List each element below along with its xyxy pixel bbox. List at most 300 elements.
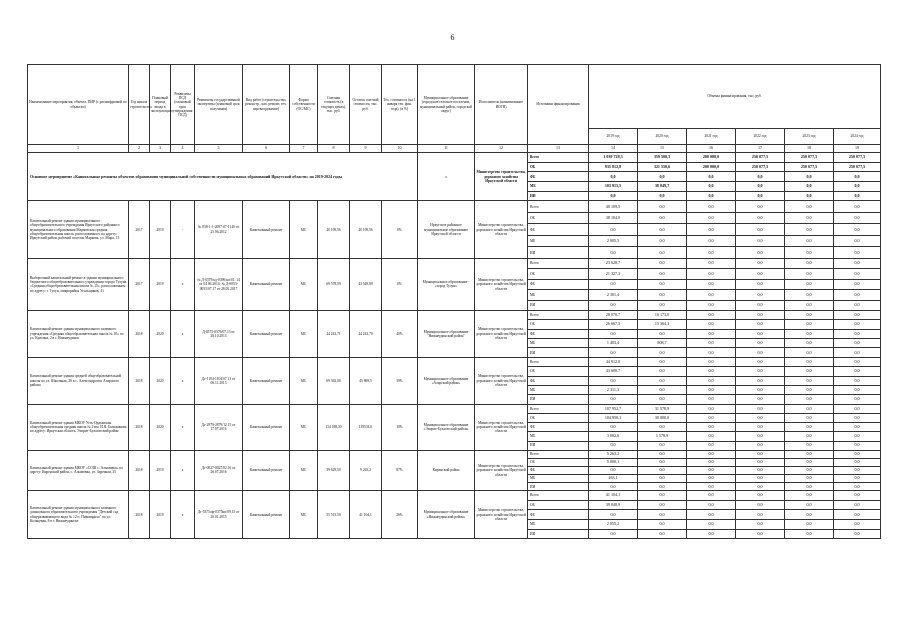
readiness: 87% (382, 450, 418, 490)
amount-cell: 0,0 (834, 235, 881, 247)
amount-cell: 0,0 (736, 529, 785, 539)
column-number: 1 (28, 145, 129, 153)
amount-cell: 0,0 (687, 529, 736, 539)
amount-cell: 0,0 (687, 483, 736, 491)
source-label: МБ (528, 432, 589, 441)
amount-cell: 0,0 (687, 386, 736, 395)
amount-cell: 107 952,7 (589, 404, 638, 413)
table-row (28, 491, 881, 501)
amount-cell: 0,0 (736, 235, 785, 247)
main-activity-executor: Министерство строительства, дорожного хозяйства Иркутской области (475, 153, 528, 201)
amount-cell: 5 263,2 (589, 450, 638, 458)
amount-cell: 0,0 (834, 367, 881, 376)
amount-cell: 0,0 (638, 395, 687, 404)
amount-cell: 250 077,5 (834, 162, 881, 172)
amount-cell: 0,0 (736, 500, 785, 510)
amount-cell: 0,0 (736, 247, 785, 259)
work-type: Капитальный ремонт (243, 450, 290, 490)
amount-cell: 30 000,0 (638, 413, 687, 422)
source-label: ИИ (528, 441, 589, 450)
work-type: Капитальный ремонт (243, 357, 290, 404)
amount-cell: 0,0 (638, 386, 687, 395)
amount-cell: 0,0 (687, 329, 736, 338)
amount-cell: 0,0 (638, 201, 687, 213)
amount-cell: 0,0 (834, 423, 881, 432)
header-municipality: Муниципальное образование (городское/сельское поселение, муниципальный район, городской округ) (418, 65, 475, 145)
amount-cell: 0,0 (785, 172, 834, 182)
object-name: Капитальный ремонт здания МКОУ Усть-Ордынская общеобразовательная средняя школа № 2 им. И.Я. Бальжинова по адресу: Иркутская область, Эхирит-Булагатский район (28, 404, 129, 450)
amount-cell: 0,0 (785, 235, 834, 247)
amount-cell: 0,0 (785, 310, 834, 319)
amount-cell: 0,0 (785, 201, 834, 213)
column-number: 9 (350, 145, 382, 153)
amount-cell: 0,0 (834, 510, 881, 520)
amount-cell: 0,0 (834, 182, 881, 192)
financing-table (27, 64, 881, 539)
municipality: Муниципальное образование «Аларский район» (418, 357, 475, 404)
amount-cell: 0,0 (834, 475, 881, 483)
amount-cell: 0,0 (785, 386, 834, 395)
source-label: Всего (528, 201, 589, 213)
column-number: 17 (736, 145, 785, 153)
ownership: МС (290, 491, 318, 539)
amount-cell: 2 311,3 (589, 386, 638, 395)
amount-cell: 0,0 (785, 519, 834, 529)
amount-cell: 0,0 (589, 329, 638, 338)
estimate-cost: 44 243,71 (318, 310, 350, 357)
amount-cell: 0,0 (736, 357, 785, 366)
commission-year: 2020 (150, 310, 171, 357)
amount-cell: 0,0 (638, 191, 687, 201)
amount-cell: 0,0 (785, 491, 834, 501)
amount-cell: 0,0 (736, 290, 785, 300)
table-row (28, 404, 881, 413)
start-year: 2018 (129, 491, 150, 539)
source-label: ФБ (528, 510, 589, 520)
amount-cell: 0,0 (785, 300, 834, 310)
source-label: ФБ (528, 423, 589, 432)
amount-cell: 16 173,0 (638, 310, 687, 319)
source-label: Всего (528, 310, 589, 319)
amount-cell: 0,0 (687, 247, 736, 259)
psd-details: - (171, 201, 195, 259)
amount-cell: 0,0 (687, 441, 736, 450)
remaining-cost: 139531,6 (350, 404, 382, 450)
amount-cell: 0,0 (736, 348, 785, 357)
amount-cell: 0,0 (687, 290, 736, 300)
amount-cell: 0,0 (687, 404, 736, 413)
municipality: Муниципальное образование «Эхирит-Булагатский район» (418, 404, 475, 450)
start-year: 2017 (129, 201, 150, 259)
column-number: 5 (195, 145, 243, 153)
amount-cell: 0,0 (785, 224, 834, 236)
readiness: 10% (382, 404, 418, 450)
amount-cell: 0,0 (687, 258, 736, 268)
municipality: Муниципальное образование "Нижнеудинский район" (418, 310, 475, 357)
start-year: 2018 (129, 310, 150, 357)
executor: Министерство строительства, дорожного хозяйства Иркутской области (475, 404, 528, 450)
column-number: 13 (528, 145, 589, 153)
amount-cell: 0,0 (785, 357, 834, 366)
expertise-details: Д-0575-0576/07.13 от 28.10.2013 (195, 310, 243, 357)
readiness: 0% (382, 258, 418, 310)
column-number: 14 (589, 145, 638, 153)
source-label: ОБ (528, 269, 589, 279)
amount-cell: 0,0 (687, 458, 736, 466)
source-label: ИИ (528, 395, 589, 404)
column-number: 16 (687, 145, 736, 153)
source-label: ИИ (528, 247, 589, 259)
amount-cell: 0,0 (638, 475, 687, 483)
amount-cell: 0,0 (736, 423, 785, 432)
amount-cell: 0,0 (834, 386, 881, 395)
municipality: Иркутское районное муниципальное образование Иркутской области (418, 201, 475, 259)
amount-cell: 0,0 (589, 510, 638, 520)
amount-cell: 0,0 (687, 500, 736, 510)
amount-cell: 0,0 (687, 172, 736, 182)
amount-cell: 0,0 (589, 376, 638, 385)
amount-cell: 0,0 (638, 348, 687, 357)
source-label: ОБ (528, 320, 589, 329)
amount-cell: 0,0 (736, 201, 785, 213)
header-expertise: Реквизиты государственной экспертизы (плановый срок получения) (195, 65, 243, 145)
source-label: МБ (528, 386, 589, 395)
amount-cell: 0,0 (687, 235, 736, 247)
amount-cell: 0,0 (785, 500, 834, 510)
source-label: ИИ (528, 529, 589, 539)
amount-cell: 40 109,5 (589, 201, 638, 213)
amount-cell: 0,0 (638, 450, 687, 458)
amount-cell: 0,0 (785, 483, 834, 491)
amount-cell: 0,0 (638, 519, 687, 529)
header-readiness: Тех. готовность (на 1 января тек. фин. года), (в %) (382, 65, 418, 145)
amount-cell: 0,0 (785, 279, 834, 289)
header-year: 2020 год (638, 129, 687, 145)
amount-cell: 39 048,9 (589, 500, 638, 510)
source-label: МБ (528, 519, 589, 529)
amount-cell: 0,0 (687, 182, 736, 192)
amount-cell: 0,0 (834, 329, 881, 338)
source-label: ОБ (528, 413, 589, 422)
column-number: 11 (418, 145, 475, 153)
header-financing: Объемы финансирования, тыс. руб. (589, 65, 881, 129)
executor: Министерство строительства, дорожного хозяйства Иркутской области (475, 357, 528, 404)
amount-cell: 0,0 (834, 376, 881, 385)
amount-cell: 38 049,7 (638, 182, 687, 192)
amount-cell: 250 077,5 (785, 153, 834, 163)
amount-cell: 0,0 (687, 191, 736, 201)
amount-cell: 41 104,1 (589, 491, 638, 501)
ownership: МС (290, 450, 318, 490)
amount-cell: 0,0 (785, 423, 834, 432)
amount-cell: 0,0 (687, 348, 736, 357)
header-year: 2021 год (687, 129, 736, 145)
readiness: 40% (382, 310, 418, 357)
object-name: Капитальный ремонт здания средней общеобразовательной школы по ул. Школьная, 26 в с. Александровск Аларского района (28, 357, 129, 404)
amount-cell: 0,0 (736, 519, 785, 529)
source-label: Всего (528, 450, 589, 458)
amount-cell: 26 667,3 (589, 320, 638, 329)
amount-cell: 0,0 (589, 466, 638, 474)
amount-cell: 0,0 (834, 172, 881, 182)
amount-cell: 0,0 (785, 510, 834, 520)
column-number: 18 (785, 145, 834, 153)
amount-cell: 28 070,7 (589, 310, 638, 319)
amount-cell: 0,0 (589, 423, 638, 432)
amount-cell: 0,0 (785, 182, 834, 192)
amount-cell: 250 077,5 (785, 162, 834, 172)
amount-cell: 0,0 (589, 348, 638, 357)
source-label: Всего (528, 404, 589, 413)
amount-cell: 0,0 (785, 191, 834, 201)
column-number: 15 (638, 145, 687, 153)
amount-cell: 0,0 (785, 432, 834, 441)
amount-cell: 2 055,2 (589, 519, 638, 529)
amount-cell: 0,0 (638, 529, 687, 539)
amount-cell: 0,0 (785, 529, 834, 539)
amount-cell: 0,0 (589, 483, 638, 491)
source-label: ФБ (528, 224, 589, 236)
commission-year: 2019 (150, 491, 171, 539)
column-number: 8 (318, 145, 350, 153)
amount-cell: 0,0 (589, 224, 638, 236)
amount-cell: 0,0 (687, 432, 736, 441)
amount-cell: 0,0 (834, 258, 881, 268)
amount-cell: 321 550,6 (638, 162, 687, 172)
amount-cell: 250 077,5 (736, 153, 785, 163)
table-row (28, 153, 881, 163)
amount-cell: 0,0 (834, 450, 881, 458)
amount-cell: 0,0 (687, 519, 736, 529)
amount-cell: 0,0 (638, 258, 687, 268)
amount-cell: 0,0 (589, 395, 638, 404)
amount-cell: 0,0 (736, 441, 785, 450)
table-row (28, 258, 881, 268)
amount-cell: 1 578,9 (638, 432, 687, 441)
executor: Министерство строительства, дорожного хозяйства Иркутской области (475, 450, 528, 490)
source-label: Всего (528, 153, 589, 163)
amount-cell: 250 077,5 (736, 162, 785, 172)
amount-cell: 2 301,4 (589, 290, 638, 300)
amount-cell: 0,0 (785, 475, 834, 483)
amount-cell: 0,0 (785, 367, 834, 376)
amount-cell: 0,0 (834, 279, 881, 289)
amount-cell: 0,0 (736, 329, 785, 338)
amount-cell: 0,0 (638, 300, 687, 310)
amount-cell: 0,0 (589, 191, 638, 201)
amount-cell: 0,0 (736, 413, 785, 422)
estimate-cost: 55 515,50 (318, 491, 350, 539)
column-number: 12 (475, 145, 528, 153)
amount-cell: 0,0 (589, 300, 638, 310)
amount-cell: 0,0 (736, 279, 785, 289)
expertise-details: Дг-2979-2879/12.15 от 17.07.2016 (195, 404, 243, 450)
amount-cell: 0,0 (687, 491, 736, 501)
amount-cell: 15 364,3 (638, 320, 687, 329)
object-name: Капитальный ремонт здания муниципального казенного дошкольного образовательного учреждения "Детский сад общеразвивающего вида № 12 п. Пивовариха" по ул. Кольцевая, 8 в г. Нижнеудинске (28, 491, 129, 539)
source-label: ОБ (528, 458, 589, 466)
amount-cell: 808,7 (638, 339, 687, 348)
source-label: МБ (528, 475, 589, 483)
amount-cell: 0,0 (638, 491, 687, 501)
readiness: 0% (382, 201, 418, 259)
commission-year: 2019 (150, 258, 171, 310)
amount-cell: 0,0 (638, 172, 687, 182)
source-label: МБ (528, 182, 589, 192)
amount-cell: 0,0 (687, 300, 736, 310)
amount-cell: 0,0 (736, 395, 785, 404)
source-label: ИИ (528, 348, 589, 357)
header-name: Наименование мероприятия, объекта, ПИР (с расшифровкой по объектам) (28, 65, 129, 145)
amount-cell: 0,0 (785, 376, 834, 385)
object-name: Выборочный капитальный ремонт в здании муниципального бюджетного общеобразовательного учреждения города Тулуна «Средняя общеобразовательная школа № 15», расположенном по адресу: г. Тулун, микрорайон Угольщиков, 41 (28, 258, 129, 310)
amount-cell: 0,0 (785, 395, 834, 404)
estimate-cost: 154 188,30 (318, 404, 350, 450)
amount-cell: 0,0 (638, 367, 687, 376)
work-type: Капитальный ремонт (243, 258, 290, 310)
header-remaining-cost: Остаток сметной стоимости, тыс. руб. (350, 65, 382, 145)
amount-cell: 0,0 (785, 269, 834, 279)
readiness: 26% (382, 491, 418, 539)
amount-cell: 23 628,7 (589, 258, 638, 268)
readiness: 39% (382, 357, 418, 404)
executor: Министерство строительства, дорожного хозяйства Иркутской области (475, 491, 528, 539)
amount-cell: 0,0 (736, 310, 785, 319)
amount-cell: 0,0 (687, 466, 736, 474)
amount-cell: 0,0 (687, 475, 736, 483)
header-ownership: Форма собственности (ОС/МС) (290, 65, 318, 145)
header-psd: Реквизиты ПСД (плановый срок утверждения ПСД) (171, 65, 195, 145)
amount-cell: 0,0 (589, 279, 638, 289)
amount-cell: 0,0 (736, 491, 785, 501)
amount-cell: 0,0 (736, 510, 785, 520)
amount-cell: 0,0 (589, 441, 638, 450)
estimate-cost: 69 363,00 (318, 357, 350, 404)
amount-cell: 1 403,4 (589, 339, 638, 348)
amount-cell: 2 005,5 (589, 235, 638, 247)
amount-cell: 0,0 (834, 395, 881, 404)
psd-details: х (171, 357, 195, 404)
amount-cell: 43 600,7 (589, 367, 638, 376)
amount-cell: 0,0 (834, 404, 881, 413)
main-activity-title: Основное мероприятие «Капитальные ремонты объектов образования муниципальной собственности муниципальных образований Иркутской области» на 2019-2024 годы (28, 153, 418, 201)
column-number: 19 (834, 145, 881, 153)
expertise-details: Дг-0027-0027/02.16 от 26.07.2016 (195, 450, 243, 490)
source-label: ОБ (528, 500, 589, 510)
source-label: ОБ (528, 367, 589, 376)
amount-cell: 200 000,0 (687, 162, 736, 172)
psd-details: х (171, 491, 195, 539)
source-label: Всего (528, 357, 589, 366)
amount-cell: 0,0 (736, 182, 785, 192)
amount-cell: 0,0 (785, 458, 834, 466)
executor: Министерство строительства, дорожного хозяйства Иркутской области (475, 310, 528, 357)
commission-year: 2019 (150, 450, 171, 490)
psd-details: х (171, 404, 195, 450)
amount-cell: 0,0 (638, 500, 687, 510)
amount-cell: 0,0 (736, 300, 785, 310)
source-label: ИИ (528, 483, 589, 491)
amount-cell: 0,0 (638, 224, 687, 236)
source-label: ФБ (528, 172, 589, 182)
amount-cell: 0,0 (834, 310, 881, 319)
amount-cell: 0,0 (687, 224, 736, 236)
work-type: Капитальный ремонт (243, 310, 290, 357)
source-label: ИИ (528, 300, 589, 310)
amount-cell: 0,0 (638, 212, 687, 224)
object-name: Капитальный ремонт здания муниципального казенного учреждения «Средняя общеобразовательная школа № 10» по ул. Красина, 2 в г. Нижнеудинск (28, 310, 129, 357)
amount-cell: 0,0 (834, 191, 881, 201)
amount-cell: 44 912,0 (589, 357, 638, 366)
amount-cell: 0,0 (736, 450, 785, 458)
amount-cell: 0,0 (736, 376, 785, 385)
expertise-details: Дг-5375оф-0375кп/09.15 от 26.01.2015 (195, 491, 243, 539)
column-number: 10 (382, 145, 418, 153)
remaining-cost: 43 549,89 (350, 258, 382, 310)
amount-cell: 0,0 (834, 483, 881, 491)
amount-cell: 0,0 (834, 441, 881, 450)
amount-cell: 0,0 (834, 413, 881, 422)
header-sources: Источники финансирования (528, 65, 589, 145)
header-year: 2024 год (834, 129, 881, 145)
commission-year: 2020 (150, 404, 171, 450)
amount-cell: 0,0 (638, 376, 687, 385)
commission-year: 2020 (150, 357, 171, 404)
amount-cell: 0,0 (785, 404, 834, 413)
amount-cell: 5 000,1 (589, 458, 638, 466)
amount-cell: 1 039 728,3 (589, 153, 638, 163)
amount-cell: 0,0 (785, 320, 834, 329)
amount-cell: 0,0 (736, 172, 785, 182)
amount-cell: 0,0 (736, 269, 785, 279)
ownership: МС (290, 201, 318, 259)
amount-cell: 0,0 (736, 367, 785, 376)
amount-cell: 0,0 (589, 529, 638, 539)
column-number: 6 (243, 145, 290, 153)
amount-cell: 0,0 (834, 357, 881, 366)
psd-details: х (171, 310, 195, 357)
amount-cell: 0,0 (834, 201, 881, 213)
amount-cell: 0,0 (638, 441, 687, 450)
amount-cell: 0,0 (687, 339, 736, 348)
amount-cell: 0,0 (736, 404, 785, 413)
amount-cell: 935 812,8 (589, 162, 638, 172)
psd-details: х (171, 258, 195, 310)
source-label: Всего (528, 258, 589, 268)
amount-cell: 0,0 (834, 500, 881, 510)
ownership: МС (290, 357, 318, 404)
amount-cell: 0,0 (785, 450, 834, 458)
estimate-cost: 40 109,56 (318, 201, 350, 259)
amount-cell: 0,0 (687, 367, 736, 376)
amount-cell: 0,0 (785, 466, 834, 474)
amount-cell: 0,0 (785, 258, 834, 268)
remaining-cost: 9 263,2 (350, 450, 382, 490)
amount-cell: 263,1 (589, 475, 638, 483)
start-year: 2018 (129, 404, 150, 450)
amount-cell: 0,0 (687, 279, 736, 289)
source-label: Всего (528, 491, 589, 501)
amount-cell: 0,0 (638, 247, 687, 259)
work-type: Капитальный ремонт (243, 404, 290, 450)
amount-cell: 0,0 (834, 247, 881, 259)
main-activity-mark: х (418, 153, 475, 201)
object-name: Капитальный ремонт здания муниципального общеобразовательного учреждения Иркутского районного муниципального образования Марковская средняя общеобразовательная школа, расположенного по адресу: Иркутский район, рабочий поселок Маркова, ул. Мира, 13 (28, 201, 129, 259)
amount-cell: 0,0 (834, 300, 881, 310)
start-year: 2017 (129, 258, 150, 310)
table-row (28, 310, 881, 319)
amount-cell: 0,0 (687, 357, 736, 366)
